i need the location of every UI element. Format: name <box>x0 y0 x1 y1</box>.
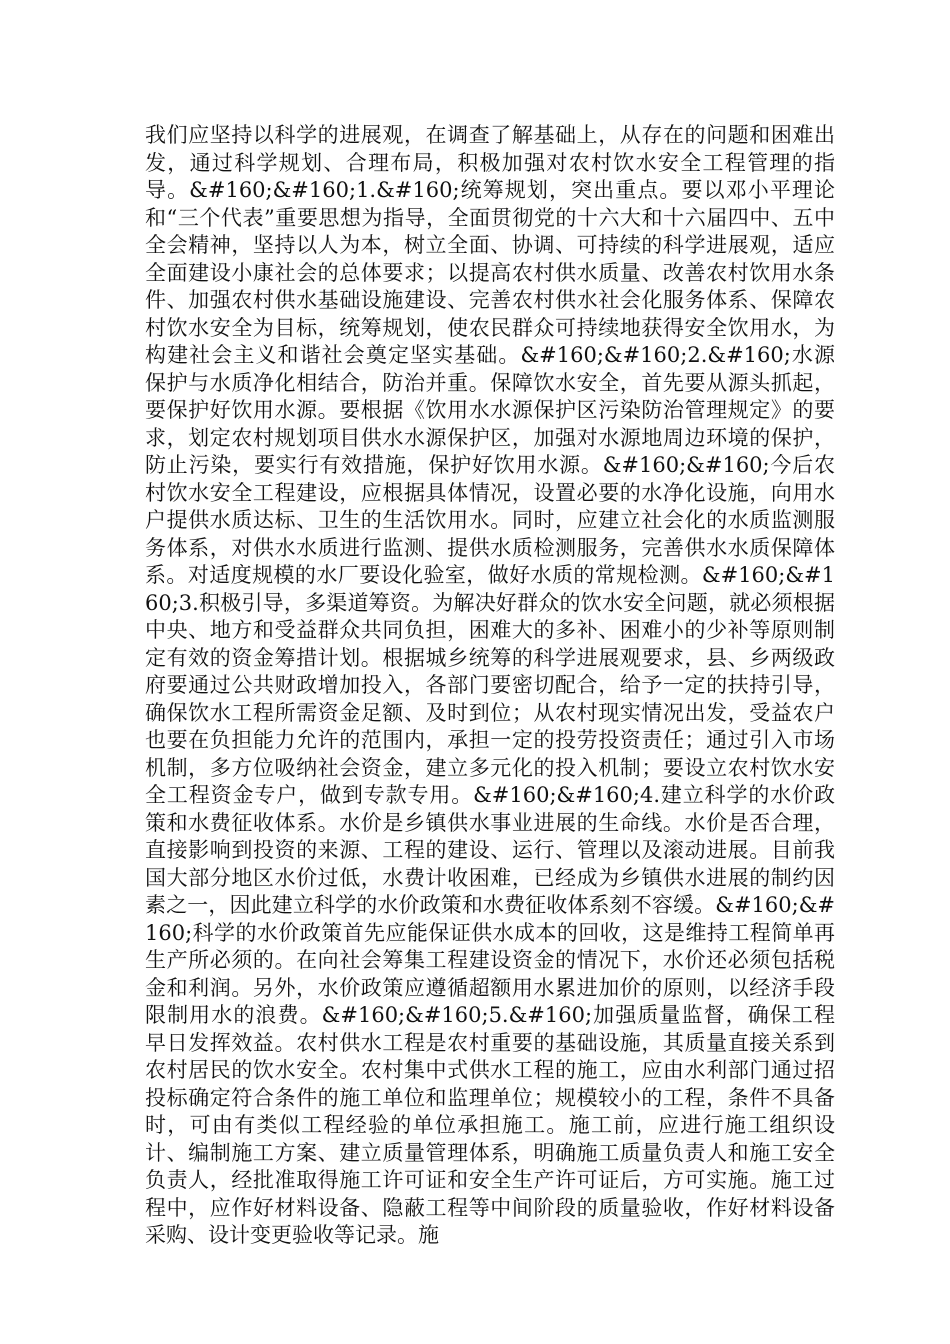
body-paragraph: 我们应坚持以科学的进展观，在调查了解基础上，从存在的问题和困难出发，通过科学规划、合理布局，积极加强对农村饮水安全工程管理的指导。&#160;&#160;1.&#160;统筹规划，突出重点。要以邓小平理论和“三个代表”重要思想为指导，全面贯彻党的十六大和十六届四中、五中全会精神，坚持以人为本，树立全面、协调、可持续的科学进展观，适应全面建设小康社会的总体要求；以提高农村供水质量、改善农村饮用水条件、加强农村供水基础设施建设、完善农村供水社会化服务体系、保障农村饮水安全为目标，统筹规划，使农民群众可持续地获得安全饮用水，为构建社会主义和谐社会奠定坚实基础。&#160;&#160;2.&#160;水源保护与水质净化相结合，防治并重。保障饮水安全，首先要从源头抓起，要保护好饮用水源。要根据《饮用水水源保护区污染防治管理规定》的要求，划定农村规划项目供水水源保护区，加强对水源地周边环境的保护，防止污染，要实行有效措施，保护好饮用水源。&#160;&#160;今后农村饮水安全工程建设，应根据具体情况，设置必要的水净化设施，向用水户提供水质达标、卫生的生活饮用水。同时，应建立社会化的水质监测服务体系，对供水水质进行监测、提供水质检测服务，完善供水水质保障体系。对适度规模的水厂要设化验室，做好水质的常规检测。&#160;&#160;3.积极引导，多渠道筹资。为解决好群众的饮水安全问题，就必须根据中央、地方和受益群众共同负担，困难大的多补、困难小的少补等原则制定有效的资金筹措计划。根据城乡统筹的科学进展观要求，县、乡两级政府要通过公共财政增加投入，各部门要密切配合，给予一定的扶持引导，确保饮水工程所需资金足额、及时到位；从农村现实情况出发，受益农户也要在负担能力允许的范围内，承担一定的投劳投资责任；通过引入市场机制，多方位吸纳社会资金，建立多元化的投入机制；要设立农村饮水安全工程资金专户，做到专款专用。&#160;&#160;4.建立科学的水价政策和水费征收体系。水价是乡镇供水事业进展的生命线。水价是否合理，直接影响到投资的来源、工程的建设、运行、管理以及滚动进展。目前我国大部分地区水价过低，水费计收困难，已经成为乡镇供水进展的制约因素之一，因此建立科学的水价政策和水费征收体系刻不容缓。&#160;&#160;科学的水价政策首先应能保证供水成本的回收，这是维持工程简单再生产所必须的。在向社会筹集工程建设资金的情况下，水价还必须包括税金和利润。另外，水价政策应遵循超额用水累进加价的原则，以经济手段限制用水的浪费。&#160;&#160;5.&#160;加强质量监督，确保工程早日发挥效益。农村供水工程是农村重要的基础设施，其质量直接关系到农村居民的饮水安全。农村集中式供水工程的施工，应由水利部门通过招投标确定符合条件的施工单位和监理单位；规模较小的工程，条件不具备时，可由有类似工程经验的单位承担施工。施工前，应进行施工组织设计、编制施工方案、建立质量管理体系，明确施工质量负责人和施工安全负责人，经批准取得施工许可证和安全生产许可证后，方可实施。施工过程中，应作好材料设备、隐蔽工程等中间阶段的质量验收，作好材料设备采购、设计变更验收等记录。施 <box>145 123 835 1247</box>
